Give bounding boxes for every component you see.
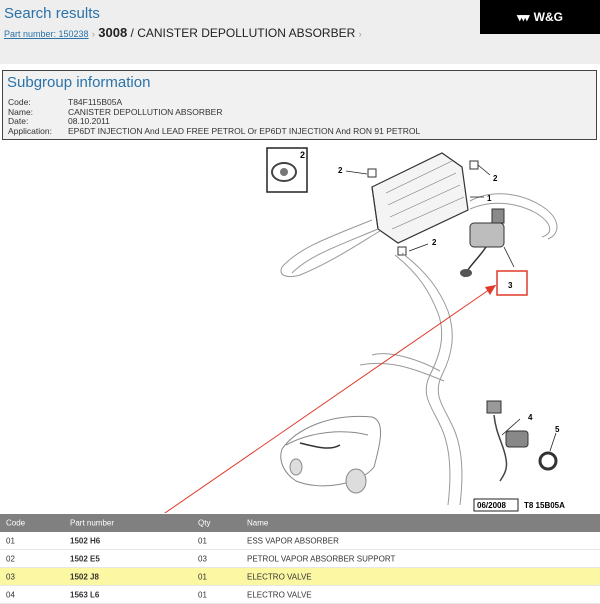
brand-name: W&G (533, 10, 563, 24)
row-code: 02 (6, 554, 15, 563)
group-title: CANISTER DEPOLLUTION ABSORBER (137, 26, 356, 40)
vehicle-location-drawing (281, 416, 381, 493)
field-value: T84F115B05A (68, 97, 123, 107)
field-label: Date: (8, 116, 29, 126)
row-part-number: 1502 E5 (70, 554, 100, 563)
part-number-link[interactable]: Part number: 150238 (4, 29, 89, 39)
breadcrumb-separator: / (130, 26, 134, 40)
subgroup-fields (8, 98, 420, 136)
callout-2a: 2 (338, 166, 343, 175)
row-qty: 01 (198, 536, 207, 545)
row-qty: 03 (198, 554, 207, 563)
callout-1: 1 (487, 194, 492, 203)
canister-absorber-drawing (368, 153, 478, 255)
row-code: 04 (6, 590, 15, 599)
table-row-selected[interactable] (0, 568, 600, 586)
row-code: 01 (6, 536, 15, 545)
pointer-line (104, 285, 496, 513)
field-label: Code: (8, 97, 31, 107)
brand-chevrons-icon: ▾▾▾ (517, 11, 528, 24)
chevron-right-icon: › (91, 29, 95, 39)
breadcrumb (4, 25, 362, 40)
field-label: Name: (8, 106, 34, 117)
table-header (0, 514, 600, 532)
callout-2c: 2 (493, 174, 498, 183)
date-stamp: 06/2008 (477, 501, 506, 510)
row-name: ELECTRO VALVE (247, 572, 312, 581)
row-name: ELECTRO VALVE (247, 590, 312, 599)
inset-thumbnail[interactable] (267, 148, 307, 192)
highlighted-callout-3[interactable] (497, 271, 527, 295)
row-name: ESS VAPOR ABSORBER (247, 536, 339, 545)
chevron-right-icon: › (358, 29, 362, 39)
electro-valve-drawing (460, 209, 504, 277)
results-header (0, 0, 600, 64)
table-row[interactable] (0, 532, 600, 550)
group-code: 3008 (98, 25, 128, 40)
table-row[interactable] (0, 586, 600, 604)
parts-diagram[interactable] (0, 145, 600, 513)
subgroup-info-panel (2, 70, 597, 140)
field-label: Application: (8, 125, 52, 136)
inset-label: 2 (300, 150, 306, 160)
row-qty: 01 (198, 572, 207, 581)
field-value: 08.10.2011 (68, 116, 110, 126)
svg-text:3: 3 (508, 281, 513, 290)
column-name[interactable]: Name (247, 518, 269, 528)
column-code[interactable]: Code (6, 518, 26, 528)
row-part-number: 1502 J8 (70, 572, 99, 581)
vapor-pipes-drawing (281, 194, 557, 505)
brand-logo[interactable] (480, 0, 600, 34)
column-part-number[interactable]: Part number (70, 518, 115, 528)
row-name: PETROL VAPOR ABSORBER SUPPORT (247, 554, 396, 563)
valve-bracket-drawing (487, 401, 556, 481)
row-part-number: 1502 H6 (70, 536, 101, 545)
parts-table (0, 514, 600, 604)
search-results-title: Search results (4, 5, 100, 22)
diagram-stamp (474, 499, 565, 511)
field-value: EP6DT INJECTION And LEAD FREE PETROL Or EP6DT INJECTION And RON 91 PETROL (68, 125, 421, 136)
field-application (8, 127, 420, 137)
callout-4: 4 (528, 413, 533, 422)
row-code: 03 (6, 572, 15, 581)
callout-2b: 2 (432, 238, 437, 247)
ref-code: T8 15B05A (524, 501, 565, 510)
callout-5: 5 (555, 425, 560, 434)
table-row[interactable] (0, 550, 600, 568)
exploded-view-drawing (0, 145, 600, 513)
subgroup-heading: Subgroup information (7, 74, 151, 91)
row-qty: 01 (198, 590, 207, 599)
column-qty[interactable]: Qty (198, 518, 211, 528)
row-part-number: 1563 L6 (70, 590, 100, 599)
field-value: CANISTER DEPOLLUTION ABSORBER (68, 106, 223, 117)
